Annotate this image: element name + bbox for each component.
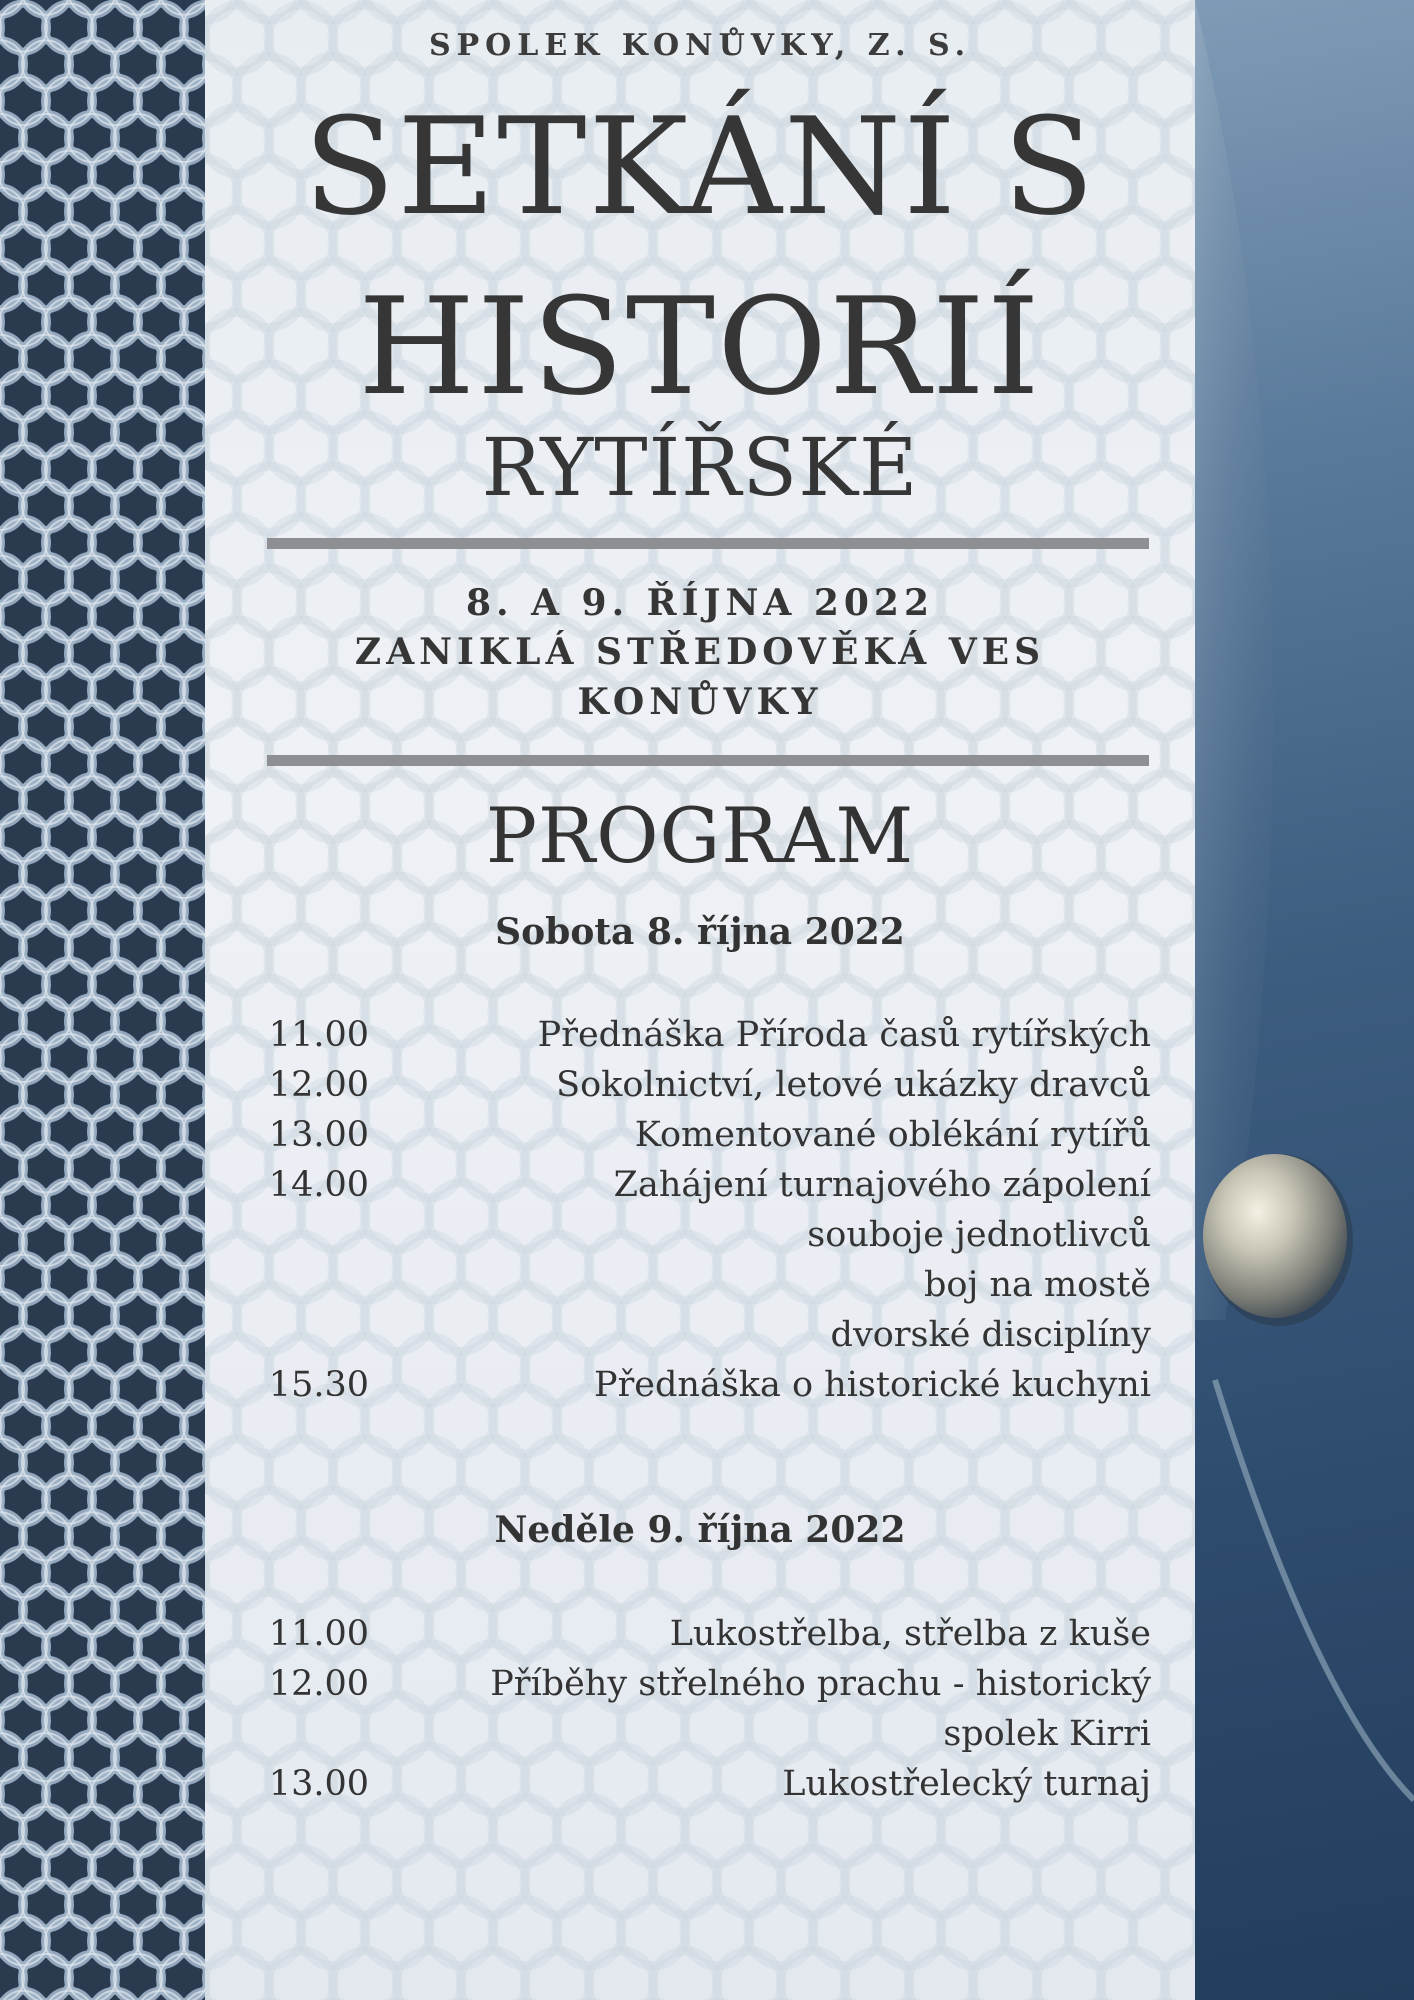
chainmail-ring bbox=[114, 924, 162, 972]
chainmail-ring bbox=[114, 1733, 162, 1781]
chainmail-ring bbox=[0, 77, 47, 125]
event-date: 8. A 9. ŘÍJNA 2022 bbox=[465, 582, 935, 624]
chainmail-ring bbox=[91, 77, 139, 125]
chainmail-ring bbox=[68, 703, 116, 751]
schedule-activity: Přednáška o historické kuchyni bbox=[594, 1365, 1151, 1405]
title-subtitle: RYTÍŘSKÉ bbox=[481, 421, 919, 514]
chainmail-ring bbox=[0, 1181, 47, 1229]
schedule-activity: Lukostřelecký turnaj bbox=[782, 1764, 1151, 1804]
chainmail-ring bbox=[0, 445, 47, 493]
chainmail-ring bbox=[91, 151, 139, 199]
chainmail-ring bbox=[91, 1181, 139, 1229]
chainmail-ring bbox=[45, 740, 93, 788]
chainmail-ring bbox=[68, 1660, 116, 1708]
chainmail-ring bbox=[68, 556, 116, 604]
chainmail-ring bbox=[114, 850, 162, 898]
chainmail-ring bbox=[137, 1917, 185, 1965]
chainmail-ring bbox=[22, 703, 70, 751]
chainmail-ring bbox=[22, 261, 70, 309]
chainmail-ring bbox=[68, 924, 116, 972]
chainmail-ring bbox=[0, 1402, 47, 1450]
chainmail-ring bbox=[137, 1402, 185, 1450]
chainmail-ring bbox=[45, 1549, 93, 1597]
chainmail-ring bbox=[22, 1218, 70, 1266]
chainmail-ring bbox=[0, 1476, 47, 1524]
chainmail-ring bbox=[137, 1549, 185, 1597]
shield-rivet-icon bbox=[1195, 0, 1414, 2000]
chainmail-ring bbox=[45, 1770, 93, 1818]
divider-top bbox=[267, 538, 1149, 549]
chainmail-ring bbox=[45, 1696, 93, 1744]
chainmail-ring bbox=[45, 1034, 93, 1082]
chainmail-ring bbox=[114, 1512, 162, 1560]
chainmail-ring bbox=[91, 1255, 139, 1303]
organizer-name: SPOLEK KONŮVKY, Z. S. bbox=[428, 28, 972, 63]
chainmail-ring bbox=[0, 1917, 47, 1965]
schedule-activity: Komentované oblékání rytířů bbox=[634, 1115, 1151, 1155]
chainmail-ring bbox=[45, 1844, 93, 1892]
schedule-sunday bbox=[257, 1609, 1151, 1809]
chainmail-ring bbox=[0, 4, 47, 52]
chainmail-ring bbox=[114, 188, 162, 236]
chainmail-ring bbox=[45, 1255, 93, 1303]
program-heading: PROGRAM bbox=[485, 791, 915, 880]
chainmail-ring bbox=[91, 4, 139, 52]
chainmail-ring bbox=[45, 298, 93, 346]
chainmail-ring bbox=[22, 1807, 70, 1855]
chainmail-ring bbox=[137, 1328, 185, 1376]
chainmail-ring bbox=[91, 740, 139, 788]
divider-bottom bbox=[267, 755, 1149, 766]
chainmail-ring bbox=[45, 1181, 93, 1229]
chainmail-ring bbox=[68, 1292, 116, 1340]
chainmail-ring bbox=[22, 1439, 70, 1487]
chainmail-ring bbox=[0, 151, 47, 199]
chainmail-ring bbox=[114, 1586, 162, 1634]
chainmail-ring bbox=[0, 1255, 47, 1303]
chainmail-ring bbox=[0, 1034, 47, 1082]
chainmail-ring bbox=[114, 629, 162, 677]
chainmail-ring bbox=[91, 1917, 139, 1965]
chainmail-ring bbox=[22, 850, 70, 898]
chainmail-ring bbox=[0, 813, 47, 861]
chainmail-ring bbox=[22, 1071, 70, 1119]
chainmail-ring bbox=[0, 887, 47, 935]
schedule-time: 13.00 bbox=[268, 1764, 369, 1804]
chainmail-ring bbox=[91, 887, 139, 935]
chainmail-ring bbox=[91, 960, 139, 1008]
chainmail-ring bbox=[137, 813, 185, 861]
schedule-row bbox=[257, 1310, 1151, 1360]
chainmail-ring bbox=[137, 224, 185, 272]
schedule-activity: dvorské disciplíny bbox=[830, 1315, 1151, 1355]
chainmail-ring bbox=[0, 666, 47, 714]
chainmail-rings bbox=[0, 0, 205, 2000]
chainmail-ring bbox=[114, 408, 162, 456]
schedule-row bbox=[257, 1160, 1151, 1210]
chainmail-ring bbox=[91, 592, 139, 640]
chainmail-ring bbox=[68, 40, 116, 88]
chainmail-ring bbox=[22, 924, 70, 972]
chainmail-ring bbox=[91, 1770, 139, 1818]
chainmail-ring bbox=[91, 1476, 139, 1524]
schedule-row bbox=[257, 1759, 1151, 1809]
chainmail-ring bbox=[137, 4, 185, 52]
chainmail-ring bbox=[91, 445, 139, 493]
schedule-activity: Zahájení turnajového zápolení bbox=[613, 1165, 1151, 1205]
chainmail-ring bbox=[0, 1844, 47, 1892]
schedule-activity: boj na mostě bbox=[924, 1265, 1151, 1305]
chainmail-image-left bbox=[0, 0, 205, 2000]
chainmail-ring bbox=[0, 298, 47, 346]
chainmail-ring bbox=[114, 114, 162, 162]
chainmail-ring bbox=[68, 188, 116, 236]
chainmail-ring bbox=[137, 740, 185, 788]
chainmail-ring bbox=[91, 666, 139, 714]
chainmail-ring bbox=[22, 408, 70, 456]
chainmail-ring bbox=[0, 740, 47, 788]
chainmail-ring bbox=[114, 482, 162, 530]
chainmail-ring bbox=[68, 408, 116, 456]
chainmail-ring bbox=[22, 556, 70, 604]
chainmail-ring bbox=[22, 1292, 70, 1340]
chainmail-ring bbox=[0, 592, 47, 640]
chainmail-ring bbox=[137, 1770, 185, 1818]
chainmail-ring bbox=[137, 1181, 185, 1229]
chainmail-ring bbox=[22, 335, 70, 383]
chainmail-ring bbox=[114, 1880, 162, 1928]
chainmail-ring bbox=[137, 151, 185, 199]
schedule-time: 14.00 bbox=[268, 1165, 369, 1205]
chainmail-ring bbox=[114, 703, 162, 751]
schedule-row bbox=[257, 1010, 1151, 1060]
title-line-2: HISTORIÍ bbox=[358, 269, 1042, 425]
poster-content bbox=[205, 0, 1195, 2000]
content-panel bbox=[205, 0, 1195, 2000]
chainmail-ring bbox=[137, 1034, 185, 1082]
chainmail-ring bbox=[22, 1880, 70, 1928]
chainmail-ring bbox=[45, 1328, 93, 1376]
event-place-line-1: ZANIKLÁ STŘEDOVĚKÁ VES bbox=[354, 631, 1046, 673]
chainmail-ring bbox=[114, 1807, 162, 1855]
chainmail-ring bbox=[68, 1365, 116, 1413]
chainmail-ring bbox=[91, 298, 139, 346]
schedule-activity: Příběhy střelného prachu - historický bbox=[490, 1664, 1151, 1704]
chainmail-ring bbox=[0, 1108, 47, 1156]
chainmail-ring bbox=[68, 850, 116, 898]
schedule-row bbox=[257, 1210, 1151, 1260]
chainmail-ring bbox=[137, 372, 185, 420]
chainmail-ring bbox=[22, 776, 70, 824]
chainmail-ring bbox=[114, 1218, 162, 1266]
chainmail-ring bbox=[137, 666, 185, 714]
chainmail-ring bbox=[22, 1586, 70, 1634]
chainmail-ring bbox=[45, 666, 93, 714]
chainmail-ring bbox=[114, 40, 162, 88]
chainmail-ring bbox=[45, 1402, 93, 1450]
chainmail-ring bbox=[91, 372, 139, 420]
chainmail-ring bbox=[22, 1660, 70, 1708]
chainmail-ring bbox=[137, 519, 185, 567]
chainmail-ring bbox=[45, 1476, 93, 1524]
chainmail-ring bbox=[0, 372, 47, 420]
chainmail-ring bbox=[45, 592, 93, 640]
schedule-row bbox=[257, 1609, 1151, 1659]
chainmail-ring bbox=[45, 445, 93, 493]
chainmail-ring bbox=[137, 1696, 185, 1744]
chainmail-ring bbox=[45, 960, 93, 1008]
chainmail-ring bbox=[114, 1660, 162, 1708]
schedule-row bbox=[257, 1659, 1151, 1709]
event-place-line-2: KONŮVKY bbox=[577, 681, 823, 723]
chainmail-ring bbox=[45, 1623, 93, 1671]
chainmail-ring bbox=[114, 776, 162, 824]
chainmail-ring bbox=[0, 224, 47, 272]
chainmail-ring bbox=[68, 997, 116, 1045]
chainmail-ring bbox=[22, 114, 70, 162]
chainmail-ring bbox=[45, 224, 93, 272]
chainmail-ring bbox=[137, 1255, 185, 1303]
chainmail-ring bbox=[0, 1328, 47, 1376]
chainmail-ring bbox=[91, 1328, 139, 1376]
chainmail-ring bbox=[22, 1144, 70, 1192]
chainmail-ring bbox=[114, 1292, 162, 1340]
schedule-activity: spolek Kirri bbox=[943, 1714, 1151, 1754]
schedule-row bbox=[257, 1260, 1151, 1310]
chainmail-ring bbox=[22, 40, 70, 88]
chainmail-ring bbox=[137, 1476, 185, 1524]
chainmail-ring bbox=[91, 1549, 139, 1597]
schedule-time: 12.00 bbox=[268, 1664, 369, 1704]
chainmail-ring bbox=[91, 1034, 139, 1082]
shield-image-right bbox=[1195, 0, 1414, 2000]
chainmail-ring bbox=[137, 1108, 185, 1156]
chainmail-ring bbox=[114, 1365, 162, 1413]
chainmail-ring bbox=[114, 261, 162, 309]
chainmail-ring bbox=[137, 1623, 185, 1671]
chainmail-ring bbox=[22, 997, 70, 1045]
chainmail-ring bbox=[114, 556, 162, 604]
chainmail-ring bbox=[68, 1733, 116, 1781]
chainmail-ring bbox=[0, 1770, 47, 1818]
chainmail-ring bbox=[137, 77, 185, 125]
schedule-row bbox=[257, 1060, 1151, 1110]
chainmail-ring bbox=[22, 1733, 70, 1781]
chainmail-ring bbox=[91, 1402, 139, 1450]
chainmail-ring bbox=[114, 1439, 162, 1487]
chainmail-ring bbox=[68, 1512, 116, 1560]
chainmail-ring bbox=[68, 261, 116, 309]
chainmail-ring bbox=[91, 1623, 139, 1671]
chainmail-ring bbox=[68, 1807, 116, 1855]
chainmail-ring bbox=[68, 114, 116, 162]
chainmail-ring bbox=[22, 1365, 70, 1413]
schedule-time: 15.30 bbox=[268, 1365, 369, 1405]
chainmail-ring bbox=[45, 519, 93, 567]
chainmail-ring bbox=[45, 77, 93, 125]
chainmail-ring bbox=[91, 1844, 139, 1892]
chainmail-ring bbox=[45, 1108, 93, 1156]
schedule-time: 11.00 bbox=[268, 1015, 369, 1055]
chainmail-ring bbox=[68, 1439, 116, 1487]
chainmail-ring bbox=[68, 482, 116, 530]
chainmail-ring bbox=[45, 813, 93, 861]
chainmail-ring bbox=[68, 1218, 116, 1266]
schedule-row bbox=[257, 1110, 1151, 1160]
chainmail-ring bbox=[45, 1917, 93, 1965]
schedule-activity: Sokolnictví, letové ukázky dravců bbox=[556, 1065, 1151, 1105]
schedule-activity: Lukostřelba, střelba z kuše bbox=[669, 1614, 1151, 1654]
chainmail-ring bbox=[91, 1696, 139, 1744]
chainmail-ring bbox=[45, 4, 93, 52]
chainmail-ring bbox=[137, 592, 185, 640]
chainmail-ring bbox=[22, 1512, 70, 1560]
schedule-row bbox=[257, 1360, 1151, 1410]
schedule-row bbox=[257, 1709, 1151, 1759]
chainmail-ring bbox=[114, 997, 162, 1045]
chainmail-ring bbox=[45, 151, 93, 199]
chainmail-ring bbox=[137, 445, 185, 493]
schedule-time: 13.00 bbox=[268, 1115, 369, 1155]
chainmail-ring bbox=[68, 629, 116, 677]
chainmail-ring bbox=[0, 1623, 47, 1671]
title-line-1: SETKÁNÍ S bbox=[303, 89, 1097, 245]
chainmail-ring bbox=[68, 1880, 116, 1928]
chainmail-ring bbox=[91, 519, 139, 567]
chainmail-ring bbox=[114, 1144, 162, 1192]
chainmail-ring bbox=[0, 1696, 47, 1744]
chainmail-ring bbox=[137, 298, 185, 346]
chainmail-ring bbox=[45, 372, 93, 420]
schedule-activity: Přednáška Příroda časů rytířských bbox=[537, 1015, 1151, 1055]
chainmail-ring bbox=[68, 1586, 116, 1634]
chainmail-ring bbox=[22, 188, 70, 236]
chainmail-ring bbox=[114, 335, 162, 383]
chainmail-ring bbox=[91, 1108, 139, 1156]
chainmail-ring bbox=[45, 887, 93, 935]
schedule-time: 12.00 bbox=[268, 1065, 369, 1105]
chainmail-ring bbox=[68, 335, 116, 383]
schedule-saturday bbox=[257, 1010, 1151, 1410]
chainmail-ring bbox=[0, 519, 47, 567]
chainmail-ring bbox=[68, 1071, 116, 1119]
chainmail-ring bbox=[68, 1144, 116, 1192]
chainmail-ring bbox=[91, 224, 139, 272]
day-heading-saturday: Sobota 8. října 2022 bbox=[495, 911, 905, 953]
schedule-time: 11.00 bbox=[268, 1614, 369, 1654]
chainmail-ring bbox=[0, 960, 47, 1008]
chainmail-ring bbox=[137, 1844, 185, 1892]
chainmail-ring bbox=[22, 482, 70, 530]
schedule-activity: souboje jednotlivců bbox=[807, 1215, 1151, 1255]
chainmail-ring bbox=[114, 1071, 162, 1119]
chainmail-ring bbox=[137, 887, 185, 935]
day-heading-sunday: Neděle 9. října 2022 bbox=[494, 1509, 906, 1551]
chainmail-ring bbox=[91, 813, 139, 861]
chainmail-ring bbox=[0, 1549, 47, 1597]
chainmail-ring bbox=[68, 776, 116, 824]
chainmail-ring bbox=[22, 629, 70, 677]
chainmail-ring bbox=[137, 960, 185, 1008]
